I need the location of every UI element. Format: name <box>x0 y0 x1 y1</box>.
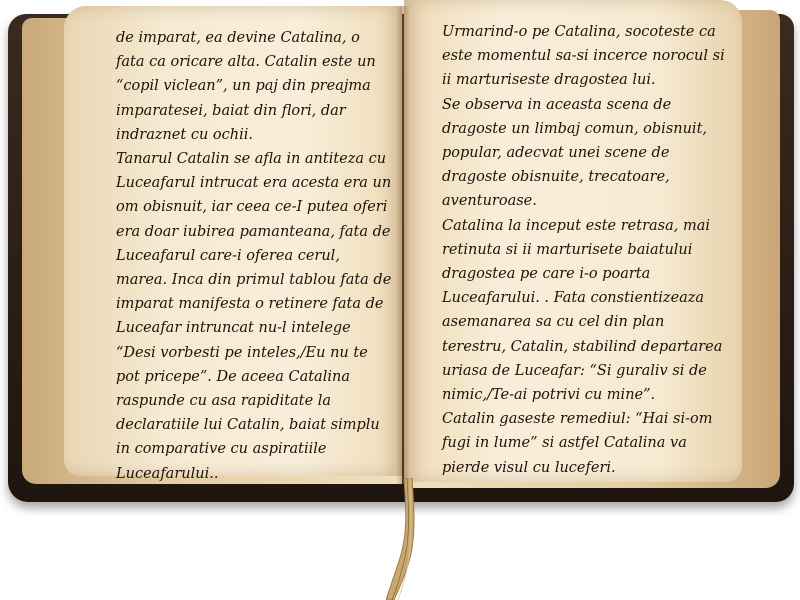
right-page <box>404 0 742 482</box>
left-paragraph-2: Tanarul Catalin se afla in antiteza cu Luceafarul intrucat era acesta era un om obisnuit, iar ceea ce-I putea oferi era doar iubirea pamanteana, fata de Luceafarul care-i oferea cerul, marea. Inca din primul tablou fata de imparat manifesta o retinere fata de Luceafar intruncat nu-l intelege “Desi vorbesti pe inteles,/Eu nu te pot pricepe”. De aceea Catalina raspunde cu asa rapiditate la declaratiile lui Catalin, baiat simplu in comparative cu aspiratiile Luceafarului.. <box>116 151 392 482</box>
book-gutter <box>396 6 410 484</box>
right-paragraph-2: Se observa in aceasta scena de dragoste un limbaj comun, obisnuit, popular, adecvat unei scene de dragoste obisnuite, trecatoare, aventuroase. <box>442 96 708 210</box>
right-paragraph-3: Catalina la inceput este retrasa, mai retinuta si ii marturisete baiatului dragostea pe care i-o poarta Luceafarului. . Fata constientizeaza asemanarea sa cu cel din plan terestru, Catalin, stabilind departarea uriasa de Luceafar: “Si guraliv si de nimic,/Te-ai potrivi cu mine”. <box>442 217 723 404</box>
left-paragraph-1: de imparat, ea devine Catalina, o fata ca oricare alta. Catalin este un “copil viclean”, un paj din preajma imparatesei, baiat din flori, dar indraznet cu ochii. <box>116 30 376 143</box>
bookmark-ribbon <box>386 478 426 600</box>
left-page <box>64 6 402 482</box>
right-paragraph-1: Urmarind-o pe Catalina, socoteste ca este momentul sa-si incerce norocul si ii marturiseste dragostea lui. <box>442 24 725 89</box>
right-paragraph-4: Catalin gaseste remediul: “Hai si-om fugi in lume” si astfel Catalina va pierde visul cu luceferi. <box>442 411 713 476</box>
